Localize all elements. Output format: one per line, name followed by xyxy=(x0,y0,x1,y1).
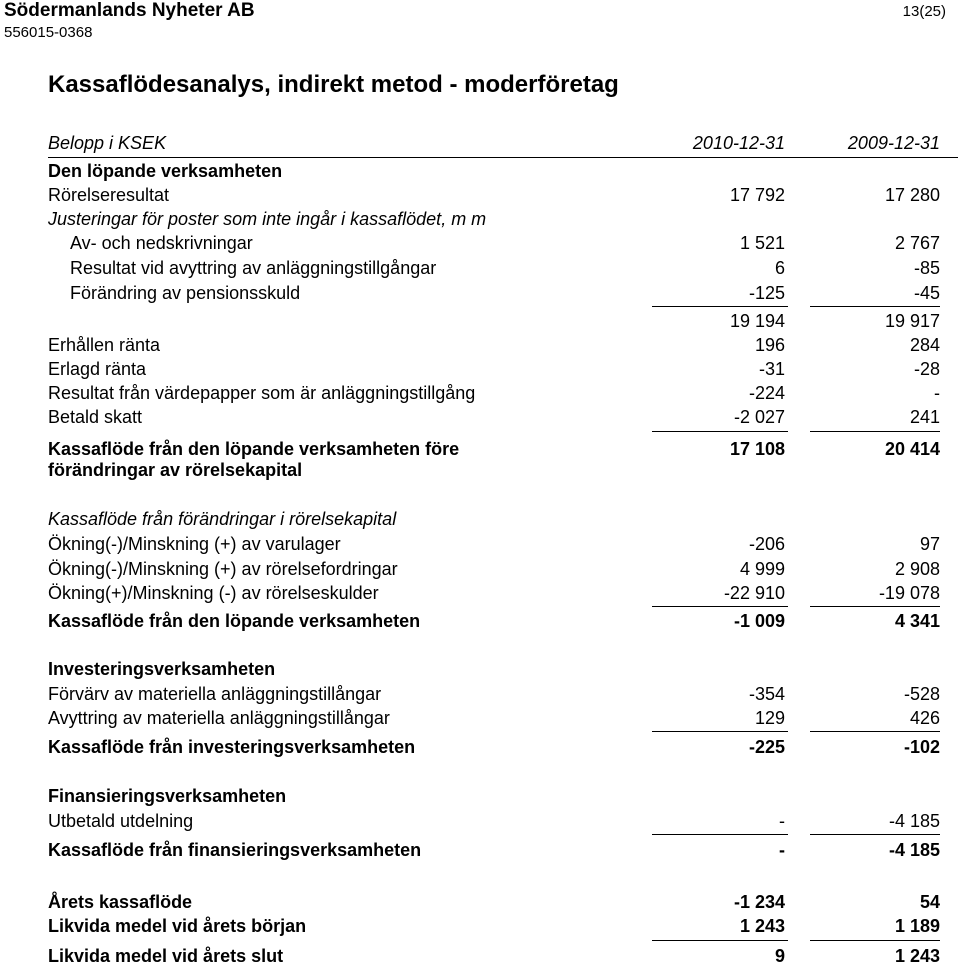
row-value-2009: 241 xyxy=(909,407,940,427)
row-value-2009: 97 xyxy=(919,534,940,554)
row-label: Årets kassaflöde xyxy=(48,892,193,912)
row-value-2010: 17 108 xyxy=(729,439,785,459)
table-row xyxy=(48,557,940,581)
row-value-2010: -125 xyxy=(748,283,785,303)
row-label: Kassaflöde från förändringar i rörelsekapital xyxy=(48,509,397,529)
row-label: Kassaflöde från investeringsverksamheten xyxy=(48,737,416,757)
subtotal-rule-2009 xyxy=(810,834,940,835)
row-label: Investeringsverksamheten xyxy=(48,659,276,679)
header-rule xyxy=(48,157,958,158)
row-value-2010: -1 009 xyxy=(733,611,785,631)
row-value-2010: - xyxy=(779,840,785,860)
row-label: Ökning(-)/Minskning (+) av rörelsefordringar xyxy=(48,559,398,579)
row-value-2009: 4 341 xyxy=(894,611,940,631)
row-label: Rörelseresultat xyxy=(48,185,170,205)
table-row xyxy=(48,159,940,183)
row-label: Ökning(+)/Minskning (-) av rörelseskulder xyxy=(48,583,379,603)
table-row xyxy=(48,532,940,556)
table-row xyxy=(48,231,940,255)
table-row xyxy=(48,309,940,333)
row-label: Resultat vid avyttring av anläggningstillgångar xyxy=(70,258,437,278)
subtotal-rule-2010 xyxy=(652,940,788,941)
row-value-2010: -31 xyxy=(758,359,785,379)
row-value-2010: -2 027 xyxy=(733,407,785,427)
row-value-2009: 284 xyxy=(909,335,940,355)
table-row xyxy=(48,784,940,808)
subtotal-rule-2009 xyxy=(810,306,940,307)
subtotal-rule-2009 xyxy=(810,940,940,941)
row-value-2010: 19 194 xyxy=(729,311,785,331)
page-title: Kassaflödesanalys, indirekt metod - moderföretag xyxy=(48,71,619,98)
row-value-2010: -224 xyxy=(748,383,785,403)
row-label: Utbetald utdelning xyxy=(48,811,194,831)
row-value-2010: 17 792 xyxy=(729,185,785,205)
row-label: Justeringar för poster som inte ingår i kassaflödet, m m xyxy=(48,209,487,229)
column-header-row xyxy=(48,131,940,155)
row-value-2009: -4 185 xyxy=(888,840,940,860)
column-header-label: Belopp i KSEK xyxy=(48,133,167,153)
subtotal-rule-2010 xyxy=(652,306,788,307)
table-row xyxy=(48,207,940,231)
row-value-2009: 1 243 xyxy=(894,946,940,966)
row-value-2010: 4 999 xyxy=(739,559,785,579)
subtotal-rule-2009 xyxy=(810,731,940,732)
row-value-2010: 6 xyxy=(774,258,785,278)
subtotal-rule-2010 xyxy=(652,606,788,607)
row-label: Förvärv av materiella anläggningstillångar xyxy=(48,684,382,704)
column-header-2010: 2010-12-31 xyxy=(692,133,785,153)
row-value-2009: 2 908 xyxy=(894,559,940,579)
table-row xyxy=(48,838,940,862)
table-row xyxy=(48,657,940,681)
row-label: Betald skatt xyxy=(48,407,143,427)
table-row xyxy=(48,682,940,706)
row-label: Finansieringsverksamheten xyxy=(48,786,287,806)
row-label: Kassaflöde från finansieringsverksamheten xyxy=(48,840,422,860)
row-value-2009: -28 xyxy=(913,359,940,379)
table-row xyxy=(48,381,940,405)
table-row xyxy=(48,890,940,914)
row-label: Den löpande verksamheten xyxy=(48,161,283,181)
subtotal-rule-2010 xyxy=(652,834,788,835)
table-row xyxy=(48,281,940,305)
row-label: Avyttring av materiella anläggningstillångar xyxy=(48,708,390,728)
row-value-2009: -4 185 xyxy=(888,811,940,831)
row-value-2010: -225 xyxy=(748,737,785,757)
subtotal-rule-2009 xyxy=(810,431,940,432)
row-value-2009: 17 280 xyxy=(884,185,940,205)
table-row xyxy=(48,581,940,605)
table-row xyxy=(48,507,940,531)
row-value-2009: 1 189 xyxy=(894,916,940,936)
row-value-2010: -206 xyxy=(748,534,785,554)
table-row xyxy=(48,809,940,833)
row-label: Ökning(-)/Minskning (+) av varulager xyxy=(48,534,341,554)
table-row xyxy=(48,256,940,280)
org-number: 556015-0368 xyxy=(4,24,93,41)
row-value-2010: - xyxy=(779,811,785,831)
row-value-2010: 1 521 xyxy=(739,233,785,253)
subtotal-rule-2010 xyxy=(652,431,788,432)
table-row xyxy=(48,735,940,759)
row-value-2009: 426 xyxy=(909,708,940,728)
row-label: Erlagd ränta xyxy=(48,359,147,379)
row-label: Erhållen ränta xyxy=(48,335,161,355)
row-value-2009: -102 xyxy=(903,737,940,757)
row-label: Likvida medel vid årets slut xyxy=(48,946,284,966)
row-label: Kassaflöde från den löpande verksamheten före xyxy=(48,439,460,459)
row-value-2010: 196 xyxy=(754,335,785,355)
row-value-2009: 20 414 xyxy=(884,439,940,459)
page-number: 13(25) xyxy=(902,3,946,20)
row-label: Av- och nedskrivningar xyxy=(70,233,253,253)
row-label: Förändring av pensionsskuld xyxy=(70,283,301,303)
table-row xyxy=(48,609,940,633)
table-row xyxy=(48,914,940,938)
row-value-2009: - xyxy=(934,383,940,403)
row-value-2010: 1 243 xyxy=(739,916,785,936)
row-value-2010: 129 xyxy=(754,708,785,728)
row-label: Kassaflöde från den löpande verksamheten xyxy=(48,611,421,631)
table-row xyxy=(48,183,940,207)
table-row xyxy=(48,458,940,482)
row-value-2009: -45 xyxy=(913,283,940,303)
row-value-2010: -1 234 xyxy=(733,892,785,912)
row-label: förändringar av rörelsekapital xyxy=(48,460,303,480)
table-row xyxy=(48,357,940,381)
row-label: Resultat från värdepapper som är anläggningstillgång xyxy=(48,383,476,403)
row-value-2010: 9 xyxy=(774,946,785,966)
table-row xyxy=(48,405,940,429)
subtotal-rule-2010 xyxy=(652,731,788,732)
table-row xyxy=(48,333,940,357)
row-value-2009: 2 767 xyxy=(894,233,940,253)
table-row xyxy=(48,706,940,730)
column-header-2009: 2009-12-31 xyxy=(847,133,940,153)
row-label: Likvida medel vid årets början xyxy=(48,916,307,936)
row-value-2009: 54 xyxy=(919,892,940,912)
company-name: Södermanlands Nyheter AB xyxy=(4,0,255,21)
row-value-2009: 19 917 xyxy=(884,311,940,331)
row-value-2009: -19 078 xyxy=(878,583,940,603)
row-value-2010: -354 xyxy=(748,684,785,704)
subtotal-rule-2009 xyxy=(810,606,940,607)
row-value-2010: -22 910 xyxy=(723,583,785,603)
row-value-2009: -528 xyxy=(903,684,940,704)
row-value-2009: -85 xyxy=(913,258,940,278)
table-row xyxy=(48,944,940,968)
